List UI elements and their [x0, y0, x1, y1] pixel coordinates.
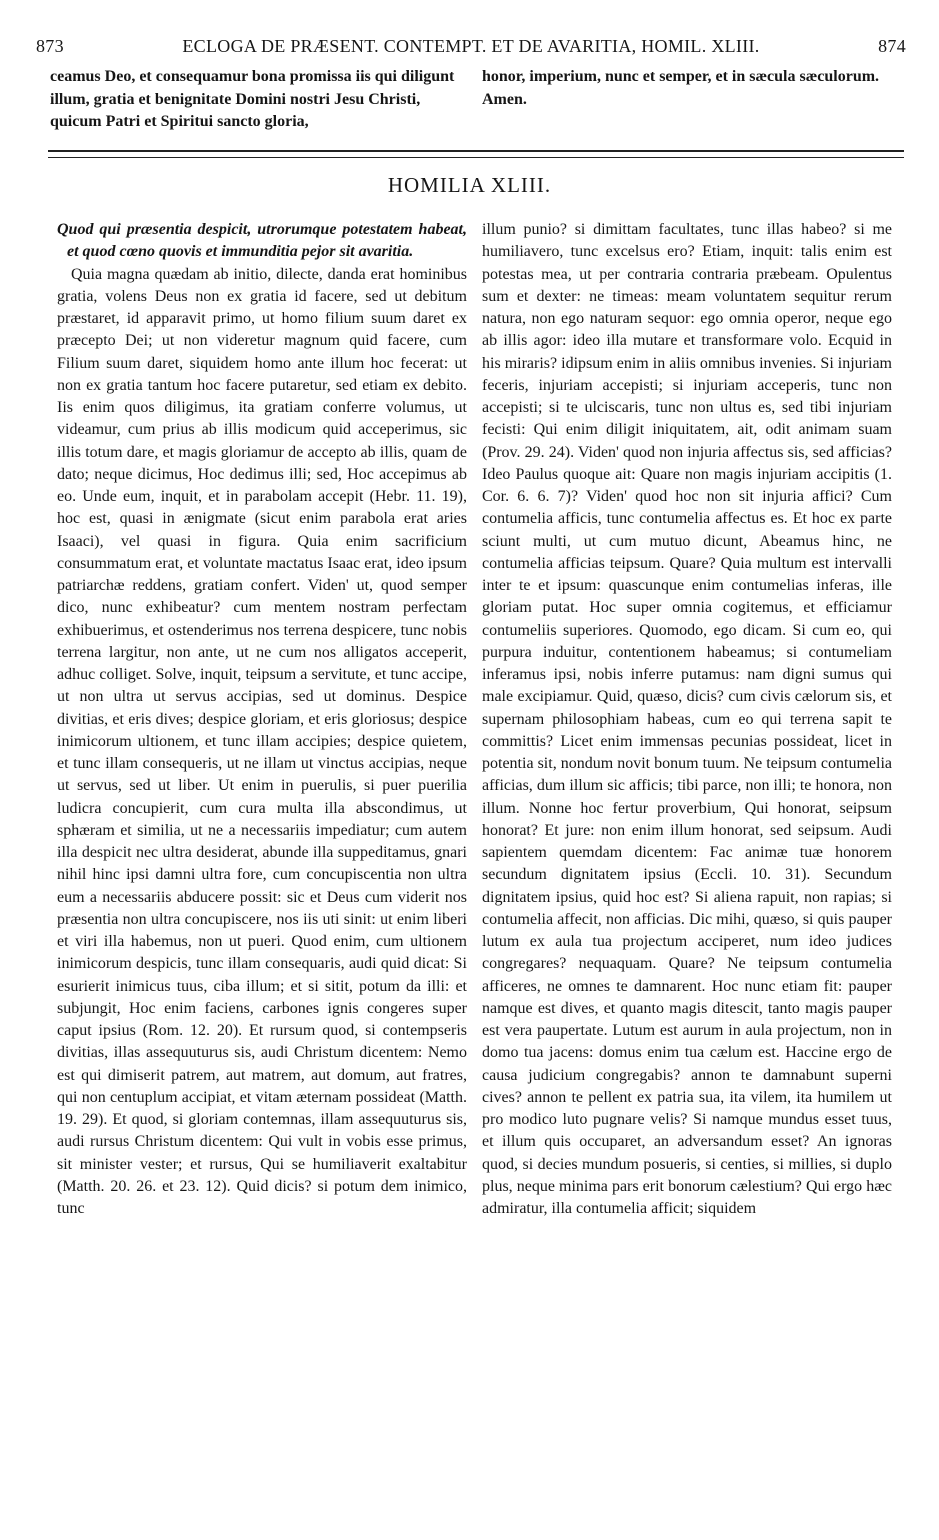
- left-column-text: Quia magna quædam ab initio, dilecte, danda erat hominibus gratia, volens Deus non ex gratia id facere, sed ut debitum præstaret, id apparavit primo, ut homo filium suum daret ex præcepto Dei; ut non videretur magnum quid facere, cum Filium suum daret, siquidem homo ante illum hoc fecerat: ut non ex gratia tantum hoc facere putaretur, sed etiam ex debito. Iis enim quos diligimus, ita gratiam conferre volumus, ut videamur, cum prius ab illis modicum quid acceperimus, sic illis totum dare, et magis gloriamur de accepto ab illis, quam de dato; neque dicimus, Hoc dedimus illi; sed, Hoc accepimus ab eo. Unde eum, inquit, et in parabolam accepit (Hebr. 11. 19), hoc est, quasi in ænigmate (sicut enim parabola erat aries Isaaci), vel quasi in figura. Quia enim sacrificium consummatum erat, et voluntate mactatus Isaac erat, ideo ipsum patriarchæ reddens, gratiam confert. Viden' ut, quod semper dico, nunc exhibeatur? cum mentem nostram perfectam exhibuerimus, et ostenderimus nos terrena despicere, tunc nobis terrena largitur, non ante, ut ne cum nos alligatos acceperit, adhuc colliget. Solve, inquit, teipsum a servitute, et tunc accipe, ut non ultra ut servus accipias, sed ut dominus. Despice divitias, et eris dives; despice gloriam, et eris gloriosus; despice inimicorum ultionem, et tunc illam accipies; despice quietem, et tunc illam consequeris, ut ne illam ut vinctus accipias, neque ut servus, sed ut liber. Ut enim in puerulis, si puer puerilia ludicra concupierit, cum cura multa illa abscondimus, ut sphæram et similia, ut ne a necessariis impediatur; cum autem illa despicit nec ultra desiderat, abunde illa suppeditamus, gnari nihil hinc ipsi damni ultra fore, cum concupiscentia non ultra eum a necessariis abducere possit: sic et Deus cum viderit nos præsentia non ultra concupiscere, nos iis uti sinit: ut enim liberi et viri illa habemus, non ut pueri. Quod enim, cum ultionem inimicorum despicis, tunc illam consequaris, audi quid dicat: Si esurierit inimicus tuus, ciba illum; et si sitit, potum da illi: et subjungit, Hoc enim faciens, carbones ignis congeres super caput ipsius (Rom. 12. 20). Et rursum quod, si contempseris divitias, illas assequuturus sis, audi Christum dicentem: Nemo est qui dimiserit patrem, aut matrem, aut domum, aut fratres, qui non centuplum accipiat, et vitam æternam possideat (Matth. 19. 29). Et quod, si gloriam contemnas, illam assequuturus sis, audi rursus Christum dicentem: Qui vult in vobis esse primus, sit minister vester; et rursus, Qui se humiliaverit exaltabitur (Matth. 20. 26. et 23. 12). Quid dicis? si potum dem inimico, tunc: [57, 265, 467, 1217]
- homily-argument: Quod qui præsentia despicit, utrorumque potestatem habeat, et quod cœno quovis et immunditia pejor sit avaritia.: [57, 221, 467, 261]
- previous-homily-ending: [50, 66, 902, 138]
- homily-title: HOMILIA XLIII.: [387, 173, 552, 197]
- section-divider-thin: [48, 157, 904, 158]
- page-number-right: 874: [878, 36, 906, 56]
- section-divider-thick: [48, 150, 904, 152]
- left-text-column: [57, 219, 467, 1220]
- previous-ending-left-column: ceamus Deo, et consequamur bona promissa iis qui diligunt illum, gratia et benignitate Domini nostri Jesu Christi, quicum Patri et Spiritui sancto gloria,: [50, 68, 455, 130]
- page-number-left: 873: [36, 36, 64, 56]
- previous-ending-right-column: honor, imperium, nunc et semper, et in sæcula sæculorum. Amen.: [482, 68, 880, 108]
- running-head: [36, 36, 906, 60]
- running-title: ECLOGA DE PRÆSENT. CONTEMPT. ET DE AVARITIA, HOMIL. XLIII.: [182, 36, 760, 56]
- right-text-column: [482, 219, 892, 1220]
- right-column-text: illum punio? si dimittam facultates, tunc illas habeo? si me humiliavero, tunc excelsus ero? Etiam, inquit: talis enim est potestas mea, ut per contraria contraria præbeam. Opulentus sum et dexter: ne timeas: meam voluntatem sequitur rerum natura, non ego naturam sequor: ego omnia operor, neque ego ab illis agor: ideo illa mutare et transformare volo. Ecquid in his miraris? idipsum enim in aliis omnibus invenies. Si injuriam feceris, injuriam accepisti; si injuriam acceperis, tunc non accepisti; si te ulciscaris, tunc non ultus es, sed tibi injuriam fecisti: Qui enim diligit iniquitatem, ait, odit animam suam (Prov. 29. 24). Viden' quod non injuria affectus sis, sed afficias? Ideo Paulus quoque ait: Quare non magis injuriam accipitis (1. Cor. 6. 6. 7)? Viden' quod hoc non sit injuria affici? Cum contumelia afficis, tunc contumelia affectus es. Et hoc ex parte sciunt multi, ut cum mutuo dicunt, Abeamus hinc, ne contumelia afficias teipsum. Quare? Quia multum est intervalli inter te et ipsum: quascunque enim contumelias inferas, ille gloriam putat. Hoc super omnia cogitemus, et efficiamur contumeliis superiores. Quomodo, ego dicam. Si cum eo, qui purpura induitur, contentionem habeamus; si contumeliam inferamus ipsi, nobis inferre putamus: nam digni sumus qui male excipiamur. Quid, quæso, dicis? cum civis cælorum sis, et supernam philosophiam habeas, cum eo qui terrena sapit te committis? Licet enim immensas pecunias possideat, licet in potentia sit, nondum novit bonum tuum. Ne teipsum contumelia afficias, dum illum sic afficis; tibi parce, non illi; te honora, non illum. Nonne hoc fertur proverbium, Qui honorat, seipsum honorat? Et jure: non enim illum honorat, sed seipsum. Audi sapientem quemdam dicentem: Fac animæ tuæ honorem secundum dignitatem ipsius (Eccli. 10. 31). Secundum dignitatem ipsius, quid hoc est? Si aliena rapuit, non rapias; si contumelia affecit, non afficias. Dic mihi, quæso, si quis pauper lutum ex aula tua projectum acciperet, num ideo judices congregares? nequaquam. Quare? Ne teipsum contumelia afficeres, ne omnes te damnarent. Hoc nunc etiam fit: pauper namque est dives, et quanto magis ditescit, tanto magis pauper est vera paupertate. Lutum est aurum in aula projectum, non in domo tua jacens: domus enim tua cælum est. Haccine ergo de causa judicium congregabis? annon te damnabunt superni cives? annon te pellent ex patria sua, ita vilem, ita humilem ut pro modico luto pugnare velis? Si namque mundus esset tuus, et illum quis occuparet, an adversandum esset? An ignoras quod, si decies mundum posueris, si centies, si millies, si duplo plus, neque minima pars erit bonorum cælestium? Qui ergo hæc admiratur, illa contumelia afficit; siquidem: [482, 221, 892, 1217]
